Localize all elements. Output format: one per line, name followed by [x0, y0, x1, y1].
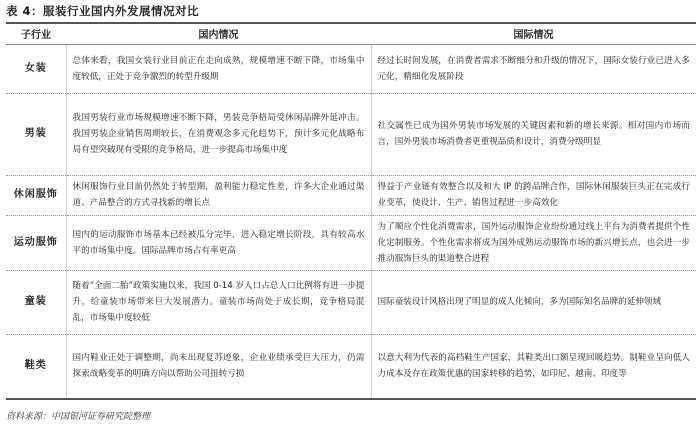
table-row: [6, 93, 696, 175]
row-category: 男装: [6, 93, 66, 175]
row-category: 休闲服饰: [6, 175, 66, 215]
row-category: 鞋类: [6, 334, 66, 399]
table-row: [6, 175, 696, 215]
header-subindustry: 子行业: [6, 24, 66, 44]
table-title: 表 4：服装行业国内外发展情况对比: [6, 4, 200, 18]
row-domestic: 国内鞋业正处于调整期，尚未出现复苏迹象，企业业绩承受巨大压力，仍需探索战略变革的明确方向以帮助公司扭转亏损: [66, 334, 371, 399]
row-domestic: 国内的运动服饰市场基本已经被瓜分完毕，进入稳定增长阶段，具有较高水平的市场集中度。国际品牌市场占有率更高: [66, 215, 371, 270]
row-international: 社交属性已成为国外男装市场发展的关键因素和新的增长来源。相对国内市场而言，国外男装市场消费者更重视品质和设计，消费分级明显: [371, 93, 696, 175]
row-category: 童装: [6, 270, 66, 334]
source-note: 资料来源：中国银河证券研究院整理: [6, 412, 151, 422]
row-international: 国际童装设计风格出现了明显的成人化倾向，多为国际知名品牌的延伸领域: [371, 270, 696, 334]
row-domestic: 总体来看，我国女装行业目前正在走向成熟，规模增速不断下降，市场集中度较低，正处于竞争激烈的转型升级期: [66, 44, 371, 93]
comparison-table: [6, 24, 696, 400]
row-international: 为了顺应个性化消费需求，国外运动服饰企业纷纷通过线上平台为消费者提供个性化定制服务。个性化需求将成为国外成熟运动服饰市场的新兴增长点，也会进一步推动服饰巨头的渠道整合进程: [371, 215, 696, 270]
header-domestic: 国内情况: [66, 24, 371, 44]
table-row: [6, 44, 696, 93]
row-category: 运动服饰: [6, 215, 66, 270]
table-row: [6, 270, 696, 334]
row-domestic: 休闲服饰行业目前仍然处于转型期，盈利能力稳定性差，许多大企业通过渠道、产品整合的方式寻找新的增长点: [66, 175, 371, 215]
header-international: 国际情况: [371, 24, 696, 44]
comparison-table-wrapper: [6, 22, 696, 400]
row-international: 以意大利为代表的高档鞋生产国家，其鞋类出口额呈现回暖趋势。制鞋业呈向低人力成本及存在政策优惠的国家转移的趋势，如印尼、越南、印度等: [371, 334, 696, 399]
row-category: 女装: [6, 44, 66, 93]
row-international: 得益于产业链有效整合以及和大 IP 的跨品牌合作，国际休闲服装巨头正在完成行业变革，使设计、生产、销售过程进一步高效化: [371, 175, 696, 215]
table-header-row: [6, 24, 696, 44]
row-domestic: 我国男装行业市场规模增速不断下降，男装竞争格局受休闲品牌外延冲击。我国男装企业销售周期较长，在消费观念多元化趋势下，预计多元化战略布局有望突破现有受限的竞争格局，进一步提高市场集中度: [66, 93, 371, 175]
row-domestic: 随着“全面二胎”政策实施以来，我国 0-14 岁人口占总人口比例将有进一步提升，给童装市场带来巨大发展潜力。童装市场尚处于成长期，竞争格局混乱，市场集中度较低: [66, 270, 371, 334]
row-international: 经过长时间发展，在消费者需求不断细分和升级的情况下，国际女装行业已进入多元化，精细化发展阶段: [371, 44, 696, 93]
table-row: [6, 334, 696, 399]
table-row: [6, 215, 696, 270]
